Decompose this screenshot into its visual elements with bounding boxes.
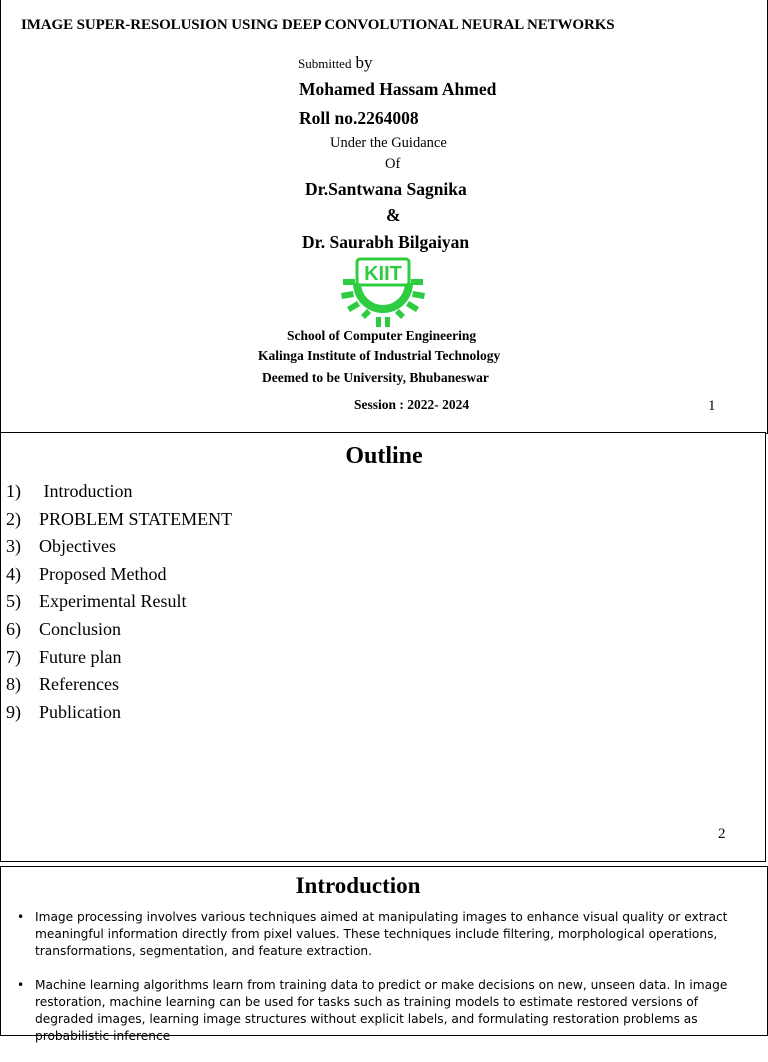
project-title: IMAGE SUPER-RESOLUSION USING DEEP CONVOLUTIONAL NEURAL NETWORKS [21, 17, 615, 33]
outline-list [6, 478, 232, 726]
submitted-label: Submitted [298, 56, 352, 71]
introduction-slide [0, 866, 768, 1043]
item-number: 3) [6, 536, 21, 557]
item-label: Introduction [39, 481, 133, 501]
kiit-logo [335, 257, 431, 329]
item-label: References [39, 674, 119, 695]
item-number: 7) [6, 646, 21, 667]
kiit-logo-text: KIIT [364, 263, 402, 285]
list-item [6, 671, 232, 699]
page-number: 1 [708, 398, 716, 414]
item-label: Publication [39, 701, 121, 722]
item-number: 2) [6, 508, 21, 529]
item-label: Objectives [39, 536, 116, 557]
list-item [6, 478, 232, 506]
item-number: 8) [6, 674, 21, 695]
bullet-icon: • [17, 978, 25, 992]
bullet-text: Image processing involves various techniques aimed at manipulating images to enhance visual quality or extract meaningful information directly from pixel values. These techniques include filtering, morphological operations, transformations, segmentation, and feature extraction. [35, 910, 728, 958]
school-name: School of Computer Engineering [287, 328, 477, 343]
list-item [17, 977, 757, 1045]
student-name: Mohamed Hassam Ahmed [299, 79, 497, 99]
item-label: Proposed Method [39, 563, 167, 584]
item-number: 4) [6, 563, 21, 584]
list-item [17, 909, 757, 960]
item-number: 5) [6, 591, 21, 612]
guidance-label: Under the Guidance [330, 135, 447, 151]
item-number: 9) [6, 701, 21, 722]
bullet-icon: • [17, 910, 25, 924]
of-label: Of [385, 156, 401, 172]
session: Session : 2022- 2024 [354, 397, 470, 412]
outline-title: Outline [345, 443, 423, 469]
list-item [6, 506, 232, 534]
list-item [6, 588, 232, 616]
roll-number: Roll no.2264008 [299, 108, 419, 128]
item-label: Experimental Result [39, 591, 187, 612]
page-number: 2 [718, 826, 726, 842]
item-number: 6) [6, 618, 21, 639]
outline-slide [0, 432, 766, 862]
item-number: 1) [6, 481, 21, 501]
item-label: PROBLEM STATEMENT [39, 508, 233, 529]
bullet-list [17, 909, 757, 1062]
university-name: Deemed to be University, Bhubaneswar [262, 370, 489, 385]
guide-1-name: Dr.Santwana Sagnika [305, 179, 467, 199]
institute-name: Kalinga Institute of Industrial Technology [258, 348, 501, 363]
ampersand: & [386, 205, 401, 225]
list-item [6, 561, 232, 589]
introduction-title: Introduction [295, 873, 421, 898]
submitted-by [298, 53, 372, 73]
item-label: Future plan [39, 646, 122, 667]
list-item [6, 533, 232, 561]
list-item [6, 644, 232, 672]
title-slide [0, 0, 768, 434]
list-item [6, 616, 232, 644]
bullet-text: Machine learning algorithms learn from training data to predict or make decisions on new, unseen data. In image restoration, machine learning can be used for tasks such as training models to estimate restored versions of degraded images, learning image structures without explicit labels, and formulating restoration problems as probabilistic inference [35, 978, 728, 1043]
guide-2-name: Dr. Saurabh Bilgaiyan [302, 232, 470, 252]
list-item [6, 699, 232, 727]
item-label: Conclusion [39, 618, 122, 639]
by-label: by [355, 53, 373, 72]
